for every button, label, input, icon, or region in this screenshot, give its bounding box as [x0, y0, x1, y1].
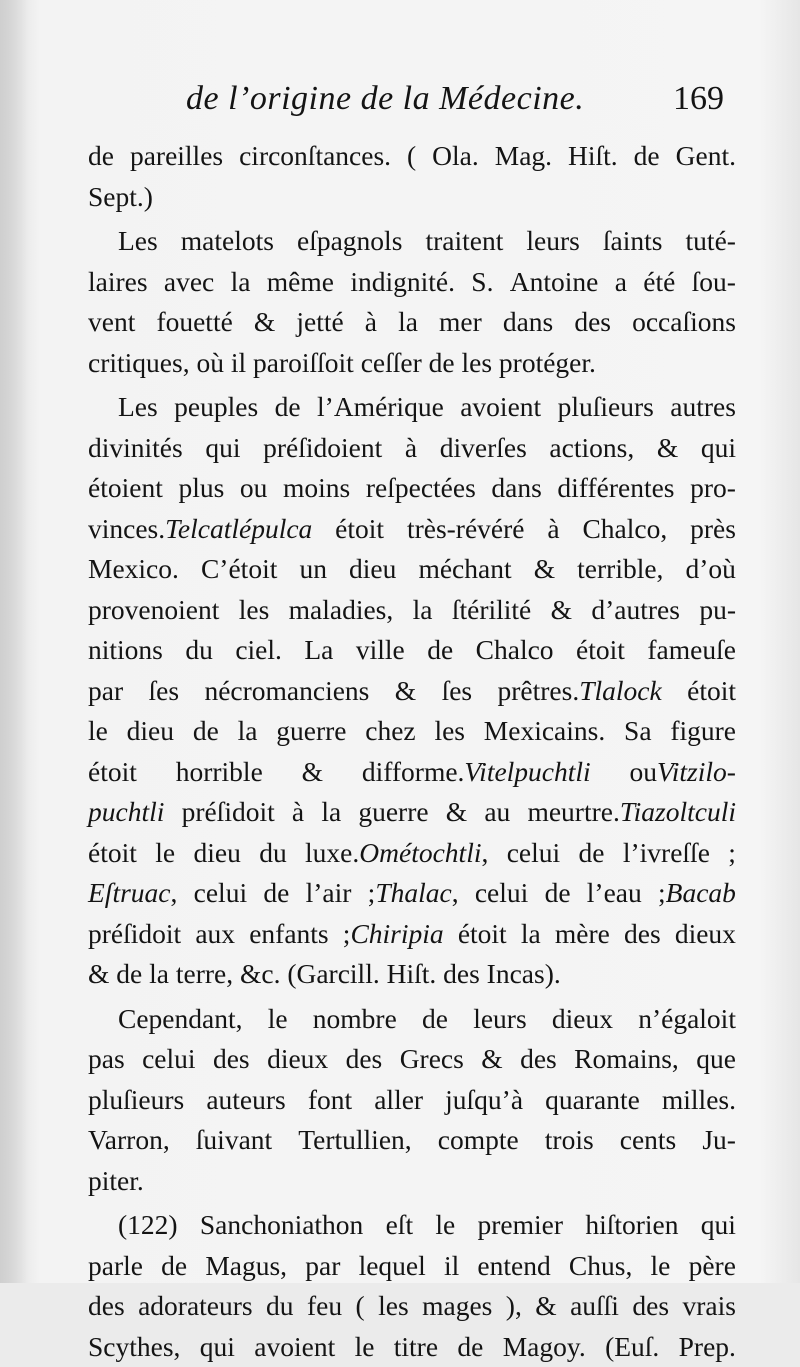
word: Mexico. [88, 549, 179, 590]
word: nitions [88, 630, 163, 671]
word: pareilles [130, 136, 223, 177]
word: luxe.Ométochtli, [305, 833, 488, 874]
word: & [657, 428, 678, 469]
word: Chalco, [582, 509, 667, 550]
word: de [427, 630, 453, 671]
word: & [551, 590, 572, 631]
word: vrais [682, 1286, 735, 1327]
text-line [88, 509, 736, 550]
word: il [231, 343, 246, 384]
word: des [624, 914, 661, 955]
word: du [185, 630, 213, 671]
word: à [292, 792, 304, 833]
text-line [88, 873, 736, 914]
word: entend [477, 1246, 550, 1287]
word: d’où [686, 549, 736, 590]
word: diverſes [440, 428, 527, 469]
text-line [88, 221, 736, 262]
word: figure [670, 711, 736, 752]
word: Magoy. [503, 1327, 586, 1367]
word: de [422, 999, 448, 1040]
word: & [395, 671, 416, 712]
text-line [88, 630, 736, 671]
word: ſou- [692, 262, 736, 303]
text-line [88, 954, 736, 995]
text-line [88, 136, 736, 177]
word: traitent [425, 221, 503, 262]
word: de [457, 1327, 483, 1367]
word: les [461, 343, 492, 384]
word: actions, [549, 428, 634, 469]
word: & [535, 1286, 556, 1327]
word: ſuivant [196, 1120, 272, 1161]
word: qui [205, 428, 240, 469]
word: terrible, [577, 549, 663, 590]
word: au [484, 792, 510, 833]
word: ciel. [235, 630, 282, 671]
word: nécromanciens [204, 671, 369, 712]
word: le [268, 999, 288, 1040]
word: la [238, 711, 258, 752]
text-line [88, 1120, 736, 1161]
word: ;Bacab [658, 873, 736, 914]
text-line [88, 752, 736, 793]
word: mer [439, 302, 482, 343]
word: dieux [267, 1039, 328, 1080]
word: la [149, 954, 169, 995]
word: Sa [624, 711, 652, 752]
word: Tertullien, [298, 1120, 411, 1161]
word: les [434, 711, 465, 752]
word: ſes [442, 671, 473, 712]
word: quarante [545, 1080, 640, 1121]
text-line [88, 1161, 736, 1202]
word: ( [356, 1286, 365, 1327]
word: ;Chiripia [343, 914, 444, 955]
word: celui [475, 873, 528, 914]
word: moins [283, 468, 350, 509]
word: été [643, 262, 675, 303]
word: & [481, 1039, 502, 1080]
word: du [259, 833, 287, 874]
text-line [88, 177, 736, 218]
word: dieu [349, 549, 396, 590]
word: Mexicains. [484, 711, 605, 752]
word: S. [471, 262, 493, 303]
word: paroiſſoit [253, 343, 354, 384]
word: difforme.Vitelpuchtli [362, 752, 591, 793]
word: l’eau [587, 873, 642, 914]
word: chez [365, 711, 415, 752]
text-line [88, 1327, 736, 1367]
word: à [547, 509, 559, 550]
word: hiſtorien [585, 1205, 678, 1246]
word: près [690, 509, 736, 550]
word: eſt [386, 1205, 414, 1246]
text-line [88, 914, 736, 955]
word: ;Thalac, [368, 873, 459, 914]
word: a [615, 262, 627, 303]
page-number: 169 [673, 80, 724, 118]
word: Gent. [676, 136, 736, 177]
word: meurtre.Tiazoltculi [527, 792, 736, 833]
word: aller [374, 1080, 423, 1121]
text-line [88, 833, 736, 874]
word: celui [507, 833, 560, 874]
word: un [299, 549, 327, 590]
word: ſes [149, 671, 180, 712]
word: guerre [358, 792, 428, 833]
word: méchant [418, 549, 511, 590]
text-line [88, 590, 736, 631]
word: même [267, 262, 334, 303]
word: circonſtances. [239, 136, 391, 177]
word: eſpagnols [297, 221, 402, 262]
word: autres [670, 387, 736, 428]
word: Hiſt. [568, 136, 618, 177]
word: la [231, 262, 251, 303]
word: le [651, 1246, 671, 1287]
word: le [155, 833, 175, 874]
word: prêtres.Tlalock [498, 671, 662, 712]
word: des [213, 1039, 250, 1080]
word: titre [394, 1327, 438, 1367]
word: ville [356, 630, 405, 671]
word: indignité. [350, 262, 455, 303]
binding-gutter-shadow [0, 0, 28, 1283]
word: leurs [526, 221, 579, 262]
word: enfants [249, 914, 328, 955]
body-text [88, 136, 736, 1367]
word: Varron, [88, 1120, 170, 1161]
word: différentes [557, 468, 674, 509]
text-line [88, 1080, 736, 1121]
text-line [88, 1246, 736, 1287]
word: adorateurs [138, 1286, 253, 1327]
word: étoit [88, 752, 137, 793]
word: Les [118, 387, 158, 428]
word: & [254, 302, 275, 343]
word: pu- [699, 590, 736, 631]
word: ou [240, 468, 268, 509]
word: horrible [176, 752, 263, 793]
word: aux [195, 914, 235, 955]
word: Ola. [432, 136, 479, 177]
text-line [88, 262, 736, 303]
word: Les [118, 221, 158, 262]
word: Chus, [569, 1246, 632, 1287]
word: celui [142, 1039, 195, 1080]
word: trois [545, 1120, 594, 1161]
word: préſidoit [182, 792, 275, 833]
word: critiques, [88, 343, 190, 384]
word: parle [88, 1246, 143, 1287]
word: vinces.Telcatlépulca [88, 509, 312, 550]
word: auſſi [570, 1286, 619, 1327]
word: Hiſt. [387, 954, 437, 995]
word: auteurs [206, 1080, 285, 1121]
word: terre, [176, 954, 233, 995]
word: maladies, [289, 590, 394, 631]
word: de [116, 954, 142, 995]
word: l’Amérique [317, 387, 444, 428]
word: d’autres [591, 590, 680, 631]
word: feu [307, 1286, 342, 1327]
text-line [88, 468, 736, 509]
text-line [88, 792, 736, 833]
word: pro- [690, 468, 736, 509]
word: de [579, 833, 605, 874]
word: ( [407, 136, 416, 177]
word: des [88, 1286, 125, 1327]
word: Eſtruac, [88, 873, 177, 914]
word: dieux [552, 999, 613, 1040]
word: provenoient [88, 590, 219, 631]
text-line [88, 999, 736, 1040]
word: de [263, 873, 289, 914]
word: ceſſer [361, 343, 422, 384]
word: peuples [174, 387, 258, 428]
word: Chalco [476, 630, 554, 671]
word: avec [164, 262, 214, 303]
text-line [88, 1286, 736, 1327]
word: des [520, 1039, 557, 1080]
word: que [696, 1039, 736, 1080]
word: préſidoit [88, 914, 181, 955]
word: l’ivreſſe [623, 833, 710, 874]
word: cents [620, 1120, 677, 1161]
text-line [88, 302, 736, 343]
word: qui [701, 428, 736, 469]
word: les [239, 590, 270, 631]
word: & [88, 954, 109, 995]
word: il [444, 1246, 459, 1287]
word: nombre [313, 999, 397, 1040]
word: divinités [88, 428, 183, 469]
word: avoient [254, 1327, 335, 1367]
word: étoit [687, 671, 736, 712]
word: lequel [359, 1246, 426, 1287]
text-line [88, 343, 736, 384]
word: ; [728, 833, 736, 874]
word: étoit [335, 509, 384, 550]
word: mère [555, 914, 610, 955]
word: Sept.) [88, 177, 153, 218]
word: Mag. [495, 136, 552, 177]
word: occaſions [632, 302, 736, 343]
word: piter. [88, 1161, 144, 1202]
word: des [443, 954, 480, 995]
word: Sanchoniathon [200, 1205, 363, 1246]
word: père [689, 1246, 736, 1287]
word: fameuſe [647, 630, 736, 671]
word: le [435, 1205, 455, 1246]
word: & [534, 549, 555, 590]
word: de [545, 873, 571, 914]
word: où [196, 343, 224, 384]
word: la [521, 914, 541, 955]
word: matelots [181, 221, 274, 262]
word: à [405, 428, 417, 469]
word: pluſieurs [88, 1080, 184, 1121]
text-line [88, 1205, 736, 1246]
word: dans [503, 302, 553, 343]
word: dieu [193, 833, 240, 874]
word: dieu [127, 711, 174, 752]
word: de [634, 136, 660, 177]
word: par [88, 671, 123, 712]
word: des [574, 302, 611, 343]
word: vent [88, 302, 135, 343]
word: Magus, [205, 1246, 287, 1287]
word: étoit [576, 630, 625, 671]
word: jetté [296, 302, 343, 343]
word: qui [701, 1205, 736, 1246]
page-header [88, 80, 738, 126]
word: Antoine [510, 262, 599, 303]
word: à [365, 302, 377, 343]
word: étoient [88, 468, 163, 509]
word: le [88, 711, 108, 752]
word: (122) [118, 1205, 178, 1246]
word: Ju- [702, 1120, 736, 1161]
word: (Euſ. [605, 1327, 659, 1367]
text-line [88, 387, 736, 428]
word: leurs [473, 999, 526, 1040]
word: puchtli [88, 792, 164, 833]
word: les [378, 1286, 409, 1327]
word: mages [422, 1286, 492, 1327]
word: l’air [306, 873, 352, 914]
word: & [302, 752, 323, 793]
word: Grecs [400, 1039, 464, 1080]
text-line [88, 1039, 736, 1080]
word: plus [178, 468, 224, 509]
word: du [266, 1286, 294, 1327]
word: Cependant, [118, 999, 242, 1040]
word: ), [506, 1286, 522, 1327]
word: n’égaloit [638, 999, 736, 1040]
word: qui [200, 1327, 235, 1367]
word: pluſieurs [558, 387, 654, 428]
text-line [88, 671, 736, 712]
word: la [413, 590, 433, 631]
word: fouetté [156, 302, 232, 343]
word: avoient [460, 387, 541, 428]
word: de [429, 343, 455, 384]
word: juſqu’à [445, 1080, 523, 1121]
word: Scythes, [88, 1327, 180, 1367]
word: C’étoit [201, 549, 277, 590]
word: &c. [240, 954, 280, 995]
word: laires [88, 262, 148, 303]
word: très-révéré [407, 509, 525, 550]
word: des [346, 1039, 383, 1080]
word: guerre [276, 711, 346, 752]
word: tuté- [686, 221, 736, 262]
word: par [305, 1246, 340, 1287]
word: la [398, 302, 418, 343]
word: des [632, 1286, 669, 1327]
word: ſaints [603, 221, 663, 262]
word: font [308, 1080, 352, 1121]
word: pas [88, 1039, 125, 1080]
word: ſtérilité [452, 590, 531, 631]
word: & [446, 792, 467, 833]
word: étoit [88, 833, 137, 874]
word: le [355, 1327, 375, 1367]
word: milles. [662, 1080, 736, 1121]
word: étoit [458, 914, 507, 955]
word: de [193, 711, 219, 752]
word: de [275, 387, 301, 428]
word: de [88, 136, 114, 177]
word: de [161, 1246, 187, 1287]
word: Romains, [574, 1039, 679, 1080]
word: compte [438, 1120, 519, 1161]
word: dieux [675, 914, 736, 955]
word: La [304, 630, 333, 671]
word: préſidoient [263, 428, 382, 469]
word: Prep. [679, 1327, 736, 1367]
word: premier [478, 1205, 564, 1246]
word: (Garcill. [287, 954, 379, 995]
word: Incas). [487, 954, 561, 995]
word: ouVitzilo- [630, 752, 736, 793]
word: celui [194, 873, 247, 914]
word: protéger. [499, 343, 596, 384]
running-title: de l’origine de la Médecine. [186, 80, 584, 118]
text-line [88, 549, 736, 590]
text-line [88, 428, 736, 469]
word: dans [491, 468, 541, 509]
word: la [321, 792, 341, 833]
text-line [88, 711, 736, 752]
word: reſpectées [366, 468, 476, 509]
